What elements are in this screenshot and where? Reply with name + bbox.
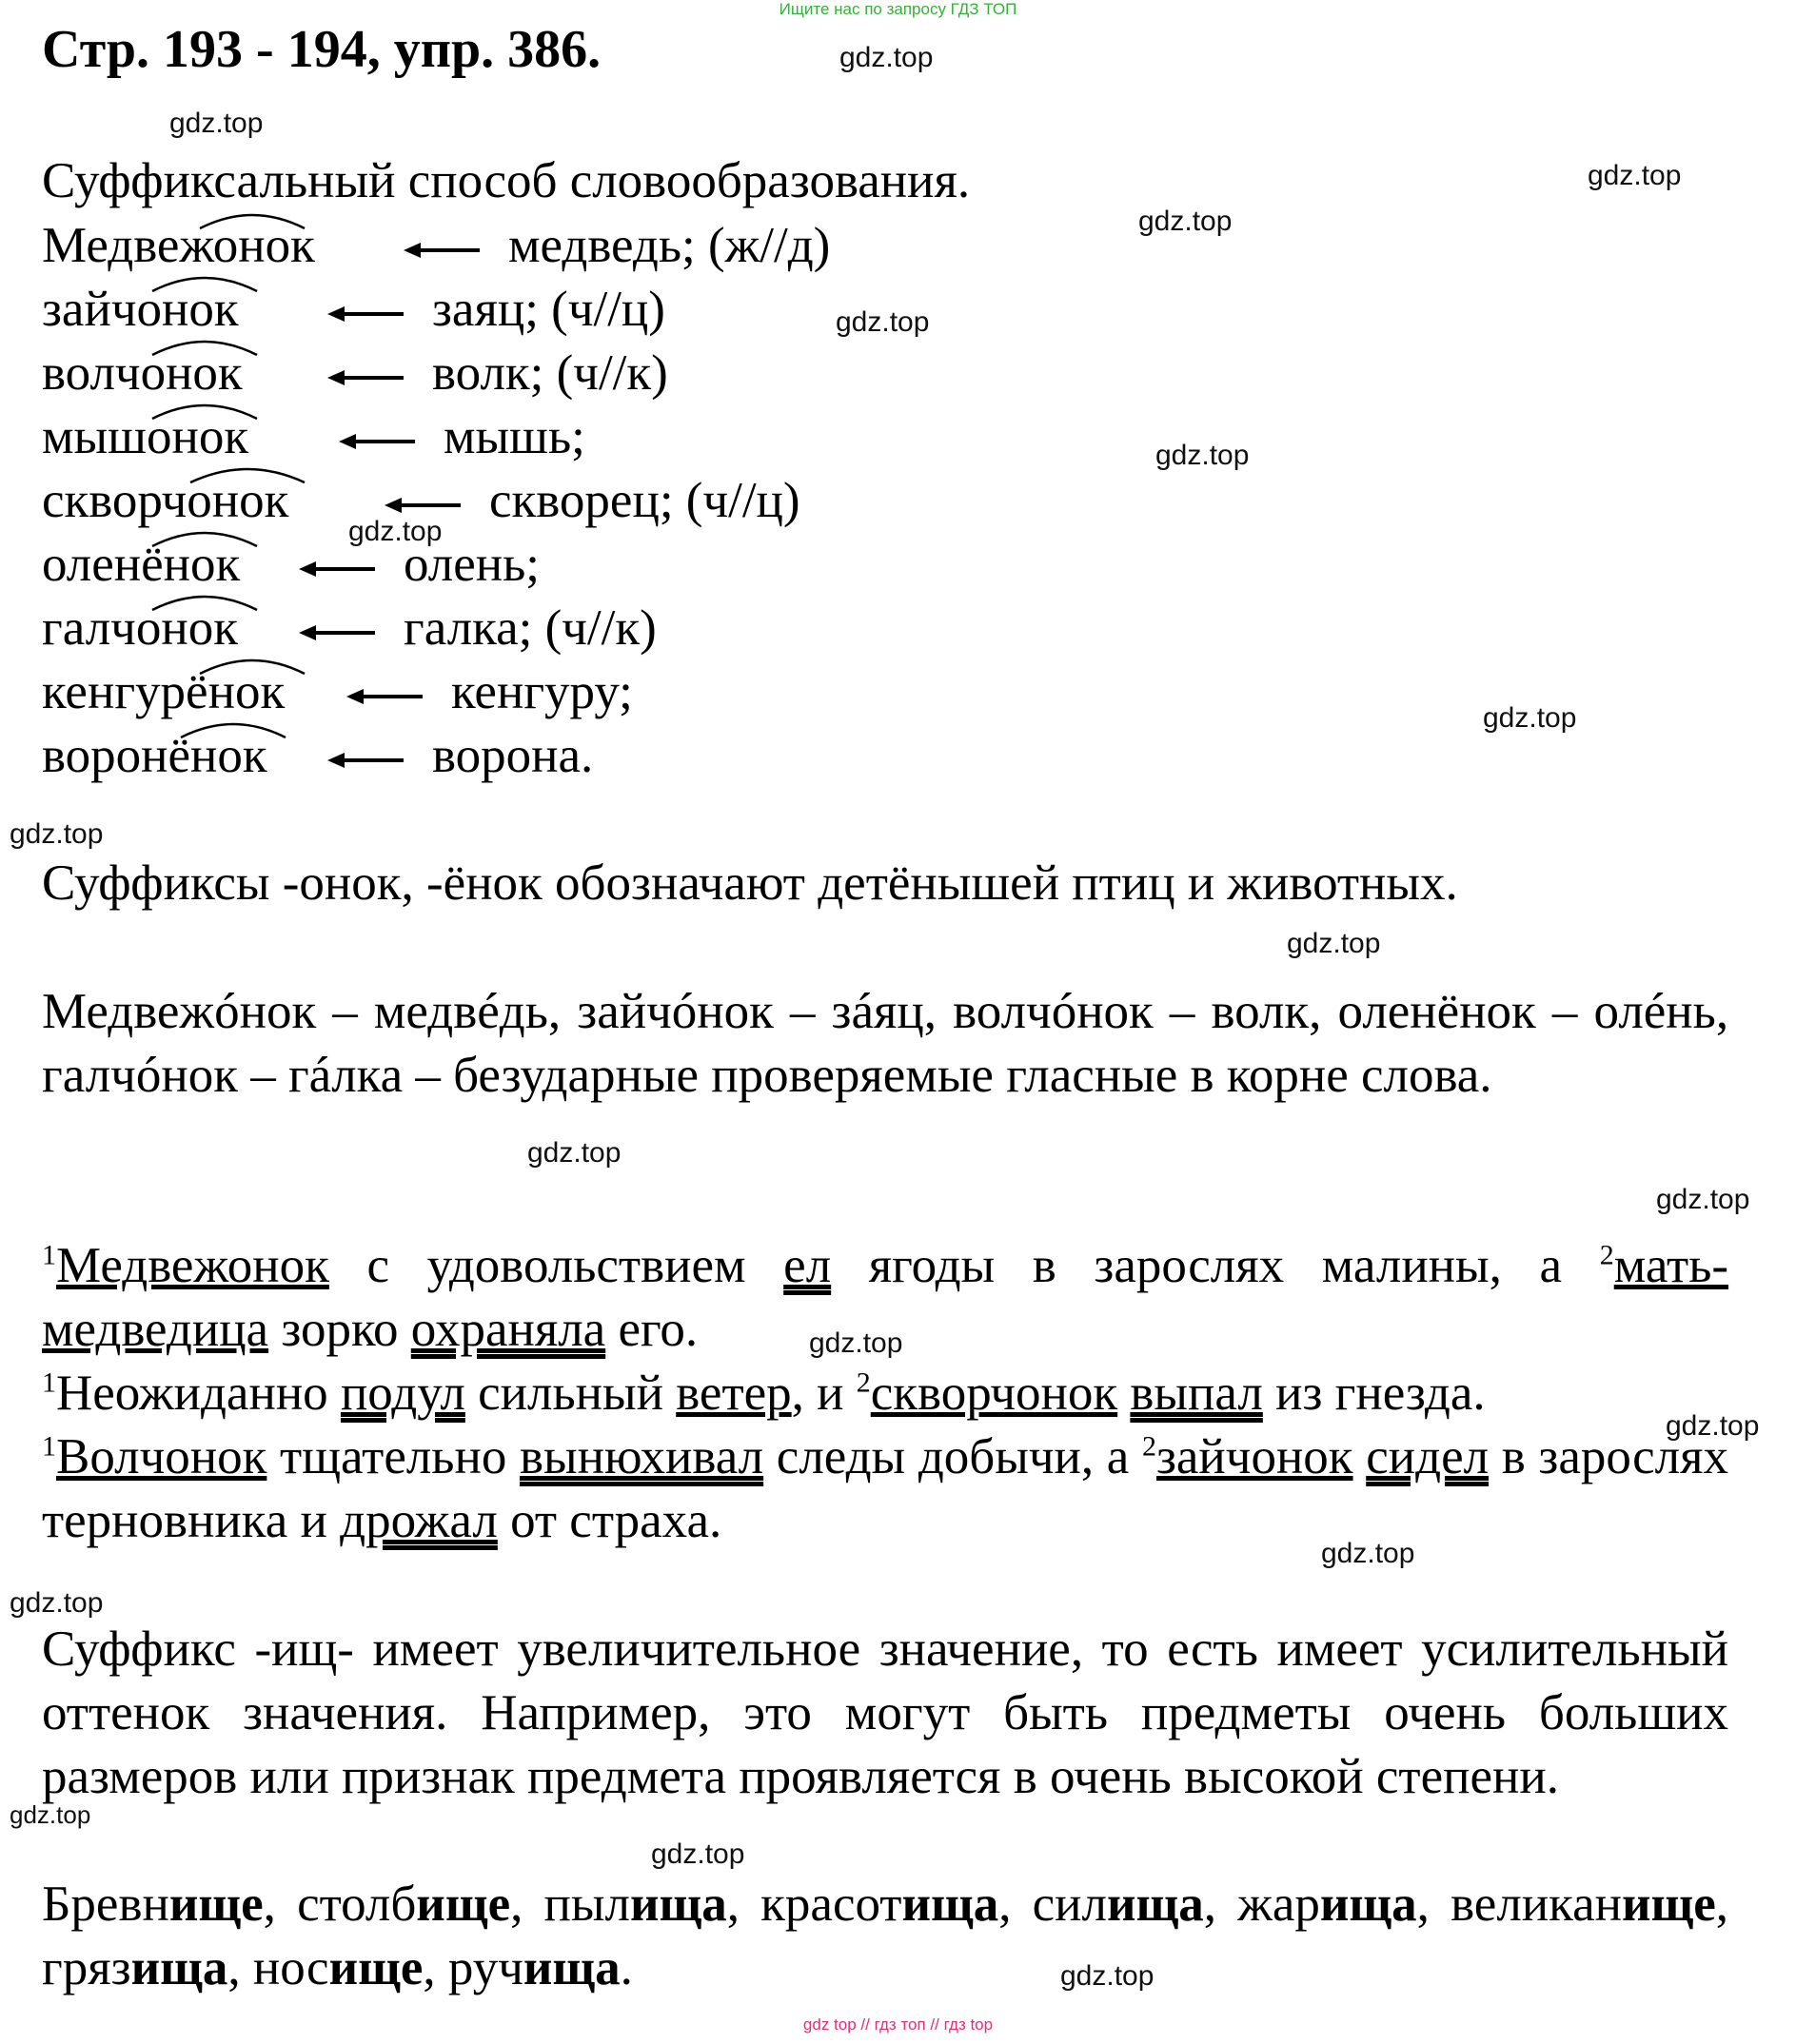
- sentence-text: с удовольствием: [366, 1238, 746, 1293]
- predicate: дрожал: [340, 1493, 498, 1548]
- word-suffix: ище: [168, 1877, 264, 1932]
- top-banner[interactable]: Ищите нас по запросу ГДЗ ТОП: [779, 0, 1017, 18]
- predicate: охраняла: [410, 1302, 606, 1357]
- word-pair: [42, 217, 830, 274]
- vowel-pair: галчóнок – гáлка – безударные проверяемые гласные в корне слова.: [42, 1048, 1492, 1103]
- vowel-pair: оленёнок –: [1337, 984, 1578, 1039]
- word-suffix: ище: [328, 1940, 424, 1995]
- example-word: [760, 1877, 1011, 1932]
- arrow-left-icon: [385, 496, 461, 515]
- subject: ветер: [676, 1366, 792, 1421]
- page-heading: Стр. 193 - 194, упр. 386.: [42, 20, 602, 79]
- derived-word: волчонок: [42, 345, 243, 401]
- sentence-text: , и: [791, 1366, 844, 1421]
- word-punctuation: ,: [510, 1877, 523, 1932]
- watermark: gdz.top: [1483, 702, 1577, 734]
- word-punctuation: ,: [263, 1877, 276, 1932]
- word-punctuation: ,: [1203, 1877, 1217, 1932]
- word-pair: [42, 663, 633, 720]
- subject: зайчонок: [1155, 1429, 1353, 1484]
- subject: Медвежонок: [56, 1238, 329, 1293]
- watermark: gdz.top: [1155, 440, 1250, 471]
- word-root: сил: [1032, 1877, 1107, 1932]
- watermark: gdz.top: [1656, 1184, 1750, 1215]
- part-number: 2: [856, 1366, 871, 1399]
- arrow-left-icon: [299, 623, 375, 642]
- example-word: [42, 1940, 241, 1995]
- derived-word: кенгурёнок: [42, 664, 286, 719]
- predicate: подул: [340, 1366, 465, 1421]
- sentence-text: зорко: [281, 1302, 399, 1357]
- word-root: Бревн: [42, 1877, 169, 1932]
- base-word: олень;: [404, 537, 541, 592]
- suffix-meaning: Суффиксы -онок, -ёнок обозначают детёнышей птиц и животных.: [42, 855, 1458, 911]
- arrow-left-icon: [299, 560, 375, 579]
- word-pair: [42, 408, 585, 465]
- sentence-1: [42, 1234, 1728, 1362]
- watermark: gdz.top: [839, 42, 934, 73]
- predicate: вынюхивал: [519, 1429, 764, 1484]
- word-punctuation: ,: [1715, 1877, 1729, 1932]
- arrow-left-icon: [346, 687, 423, 706]
- word-root: руч: [447, 1940, 523, 1995]
- watermark: gdz.top: [1588, 160, 1682, 191]
- watermark: gdz.top: [1138, 206, 1233, 237]
- sentence-text: ягоды в зарослях малины, а: [868, 1238, 1563, 1293]
- isch-paragraph: Суффикс -ищ- имеет увеличительное значение, то есть имеет усилительный оттенок значения. Например, это могут быть предметы очень больших размеров или признак предмета проявляется в очень высокой степени.: [42, 1621, 1728, 1804]
- sentence-text: тщательно: [280, 1429, 507, 1484]
- sentence-3: [42, 1425, 1728, 1553]
- derived-word: мышонок: [42, 409, 249, 464]
- word-suffix: ища: [629, 1877, 727, 1932]
- sentence-text: сильный: [478, 1366, 663, 1421]
- watermark: gdz.top: [1287, 928, 1381, 959]
- arrow-left-icon: [327, 751, 404, 770]
- word-suffix: ища: [523, 1940, 621, 1995]
- word-suffix: ище: [1621, 1877, 1716, 1932]
- word-root: пыл: [543, 1877, 630, 1932]
- watermark: gdz.top: [169, 108, 264, 139]
- vowels-paragraph: [42, 980, 1728, 1108]
- watermark: gdz.top: [527, 1137, 622, 1169]
- word-pair: [42, 344, 668, 402]
- watermark: gdz.top: [1666, 1410, 1760, 1442]
- word-suffix: ища: [130, 1940, 228, 1995]
- base-word: скворец; (ч//ц): [489, 473, 800, 528]
- example-word: [1033, 1877, 1216, 1932]
- base-word: медведь; (ж//д): [508, 218, 831, 273]
- arrow-left-icon: [404, 241, 480, 260]
- example-word: [544, 1877, 740, 1932]
- example-word: [297, 1877, 523, 1932]
- method-title: Суффиксальный способ словообразования.: [42, 153, 971, 208]
- word-root: гряз: [42, 1940, 131, 1995]
- base-word: ворона.: [432, 728, 594, 783]
- example-word: [253, 1940, 436, 1995]
- example-word: [42, 1877, 276, 1932]
- word-root: красот: [760, 1877, 902, 1932]
- word-root: жар: [1237, 1877, 1320, 1932]
- example-word: [1237, 1877, 1430, 1932]
- derived-word: оленёнок: [42, 537, 241, 592]
- sentence-text: из гнезда.: [1275, 1366, 1486, 1421]
- word-pair: [42, 599, 657, 657]
- watermark: gdz.top: [1060, 1960, 1155, 1992]
- sentence-text: Неожиданно: [56, 1366, 328, 1421]
- word-root: нос: [252, 1940, 329, 1995]
- part-number: 1: [42, 1430, 56, 1463]
- word-punctuation: ,: [998, 1877, 1012, 1932]
- watermark: gdz.top: [348, 516, 443, 547]
- arrow-left-icon: [327, 305, 404, 324]
- predicate: сидел: [1366, 1429, 1490, 1484]
- predicate: выпал: [1130, 1366, 1263, 1421]
- word-suffix: ища: [901, 1877, 999, 1932]
- watermark: gdz.top: [836, 306, 930, 338]
- base-word: мышь;: [444, 409, 585, 464]
- watermark: gdz.top: [809, 1327, 903, 1359]
- word-punctuation: .: [620, 1940, 633, 1995]
- word-pair: [42, 281, 665, 338]
- part-number: 1: [42, 1239, 56, 1271]
- base-word: заяц; (ч//ц): [432, 282, 665, 337]
- watermark: gdz.top: [651, 1838, 745, 1870]
- sentence-text: от страха.: [510, 1493, 722, 1548]
- base-word: волк; (ч//к): [432, 345, 668, 401]
- subject: скворчонок: [870, 1366, 1118, 1421]
- part-number: 2: [1599, 1239, 1614, 1271]
- footer-watermark[interactable]: gdz top // гдз топ // гдз top: [802, 2015, 994, 2034]
- word-pair: [42, 472, 800, 529]
- watermark: gdz.top: [1321, 1538, 1415, 1569]
- vowel-pair: волчóнок – волк,: [953, 984, 1322, 1039]
- part-number: 2: [1141, 1430, 1156, 1463]
- word-root: столб: [297, 1877, 417, 1932]
- example-word: [448, 1940, 633, 1995]
- part-number: 1: [42, 1366, 56, 1399]
- word-pair: [42, 536, 540, 593]
- word-punctuation: ,: [227, 1940, 241, 1995]
- word-suffix: ища: [1319, 1877, 1417, 1932]
- arrow-left-icon: [327, 368, 404, 387]
- base-word: галка; (ч//к): [404, 600, 657, 656]
- word-suffix: ище: [416, 1877, 511, 1932]
- word-suffix: ища: [1107, 1877, 1204, 1932]
- example-word: [1451, 1877, 1728, 1932]
- examples-list: [42, 1873, 1728, 2000]
- derived-word: Медвежонок: [42, 218, 315, 273]
- watermark: gdz.top: [10, 1587, 104, 1619]
- word-pair: [42, 727, 593, 784]
- vowel-pair: зайчóнок – зáяц,: [577, 984, 937, 1039]
- sentence-text: следы добычи, а: [776, 1429, 1130, 1484]
- vowel-pair: олéнь,: [1593, 984, 1729, 1039]
- word-punctuation: ,: [1416, 1877, 1430, 1932]
- derived-word: галчонок: [42, 600, 238, 656]
- vowel-pair: Медвежóнок – медвéдь,: [42, 984, 562, 1039]
- predicate: ел: [783, 1238, 832, 1293]
- word-punctuation: ,: [423, 1940, 436, 1995]
- subject: Волчонок: [56, 1429, 267, 1484]
- word-root: великан: [1451, 1877, 1622, 1932]
- word-punctuation: ,: [726, 1877, 740, 1932]
- arrow-left-icon: [339, 432, 415, 451]
- sentence-text: в зарослях терновника и: [42, 1429, 1729, 1548]
- sentence-2: [42, 1362, 1728, 1425]
- derived-word: зайчонок: [42, 282, 239, 337]
- derived-word: воронёнок: [42, 728, 267, 783]
- derived-word: скворчонок: [42, 473, 289, 528]
- watermark: gdz.top: [10, 818, 104, 850]
- watermark: gdz.top: [10, 1800, 91, 1829]
- subject: мать-медведица: [42, 1238, 1729, 1357]
- base-word: кенгуру;: [451, 664, 633, 719]
- sentence-text: его.: [618, 1302, 699, 1357]
